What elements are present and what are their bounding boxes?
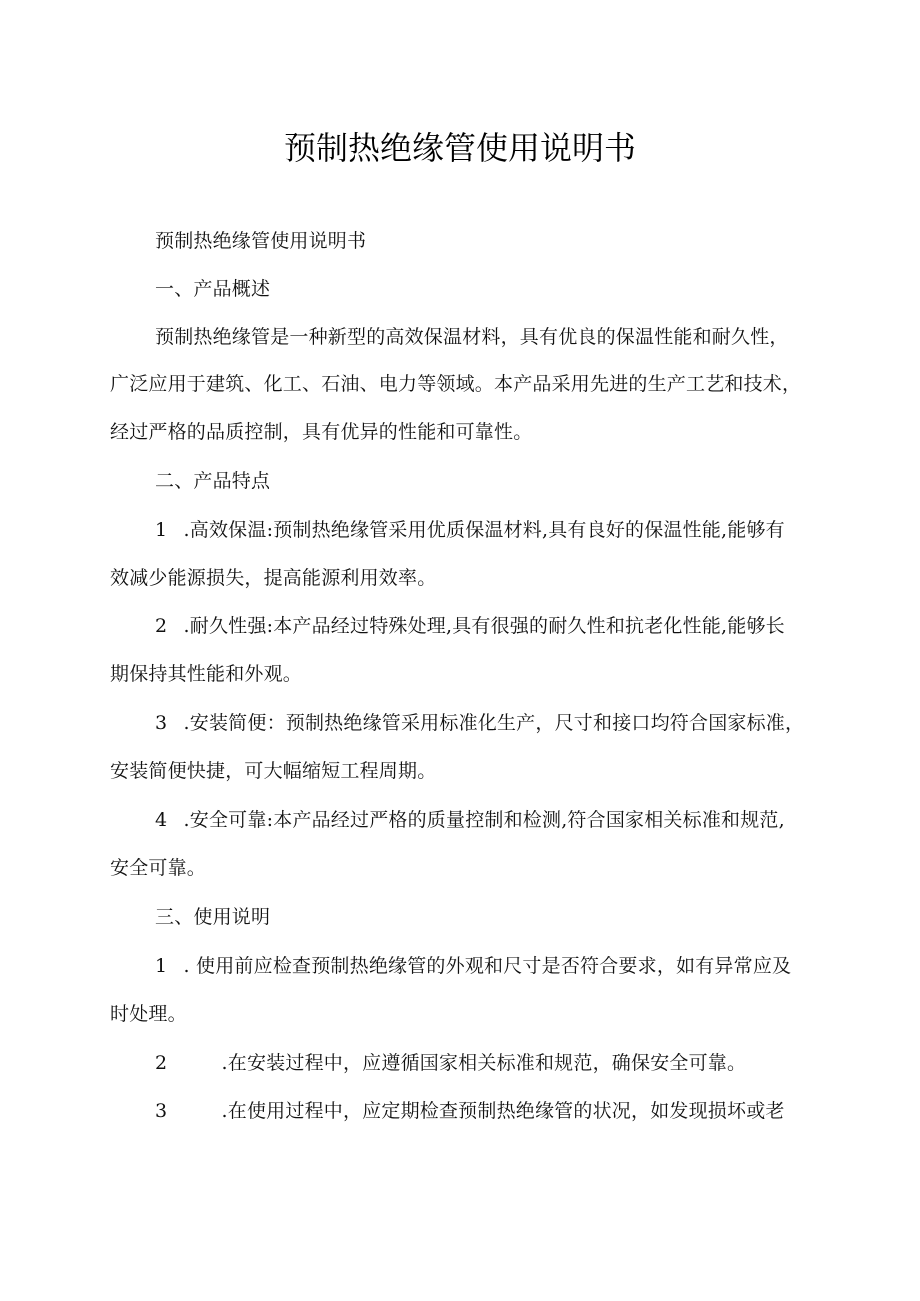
list-item-text: .在安装过程中，应遵循国家相关标准和规范，确保安全可靠。 xyxy=(221,1052,747,1074)
list-item-line xyxy=(155,1049,746,1077)
list-item-text: .安全可靠:本产品经过严格的质量控制和检测,符合国家相关标准和规范, xyxy=(183,809,785,831)
list-item-line xyxy=(155,952,791,980)
section-heading-features: 二、产品特点 xyxy=(155,470,271,492)
list-item-line xyxy=(155,612,785,640)
paragraph-line: 预制热绝缘管是一种新型的高效保温材料，具有优良的保温性能和耐久性， xyxy=(155,326,789,348)
list-item-number: 1 xyxy=(155,519,168,541)
list-item-line: 效减少能源损失，提高能源利用效率。 xyxy=(110,567,437,589)
list-item-number: 2 xyxy=(155,615,168,637)
list-item-number: 4 xyxy=(155,809,168,831)
list-item-line xyxy=(155,1097,785,1125)
document-title: 预制热绝缘管使用说明书 xyxy=(283,129,636,167)
list-item-text: .安装简便：预制热绝缘管采用标准化生产，尺寸和接口均符合国家标准， xyxy=(183,712,805,734)
list-item-number: 3 xyxy=(155,1100,168,1122)
list-item-line xyxy=(155,806,785,834)
list-item-line xyxy=(155,709,804,737)
document-subtitle: 预制热绝缘管使用说明书 xyxy=(155,230,367,252)
list-item-text: . 使用前应检查预制热绝缘管的外观和尺寸是否符合要求，如有异常应及 xyxy=(183,955,792,977)
section-heading-usage: 三、使用说明 xyxy=(155,906,271,928)
paragraph-line: 经过严格的品质控制，具有优异的性能和可靠性。 xyxy=(110,421,533,443)
list-item-number: 1 xyxy=(155,955,168,977)
list-item-line xyxy=(155,516,785,544)
list-item-line: 安装简便快捷，可大幅缩短工程周期。 xyxy=(110,760,437,782)
list-item-line: 时处理。 xyxy=(110,1003,187,1025)
list-item-text: .在使用过程中，应定期检查预制热绝缘管的状况，如发现损坏或老 xyxy=(221,1100,785,1122)
list-item-text: .耐久性强:本产品经过特殊处理,具有很强的耐久性和抗老化性能,能够长 xyxy=(183,615,785,637)
list-item-line: 期保持其性能和外观。 xyxy=(110,663,303,685)
list-item-number: 3 xyxy=(155,712,168,734)
paragraph-line: 广泛应用于建筑、化工、石油、电力等领域。本产品采用先进的生产工艺和技术， xyxy=(110,373,802,395)
list-item-text: .高效保温:预制热绝缘管采用优质保温材料,具有良好的保温性能,能够有 xyxy=(183,519,785,541)
section-heading-overview: 一、产品概述 xyxy=(155,278,271,300)
list-item-number: 2 xyxy=(155,1052,168,1074)
list-item-line: 安全可靠。 xyxy=(110,857,207,879)
